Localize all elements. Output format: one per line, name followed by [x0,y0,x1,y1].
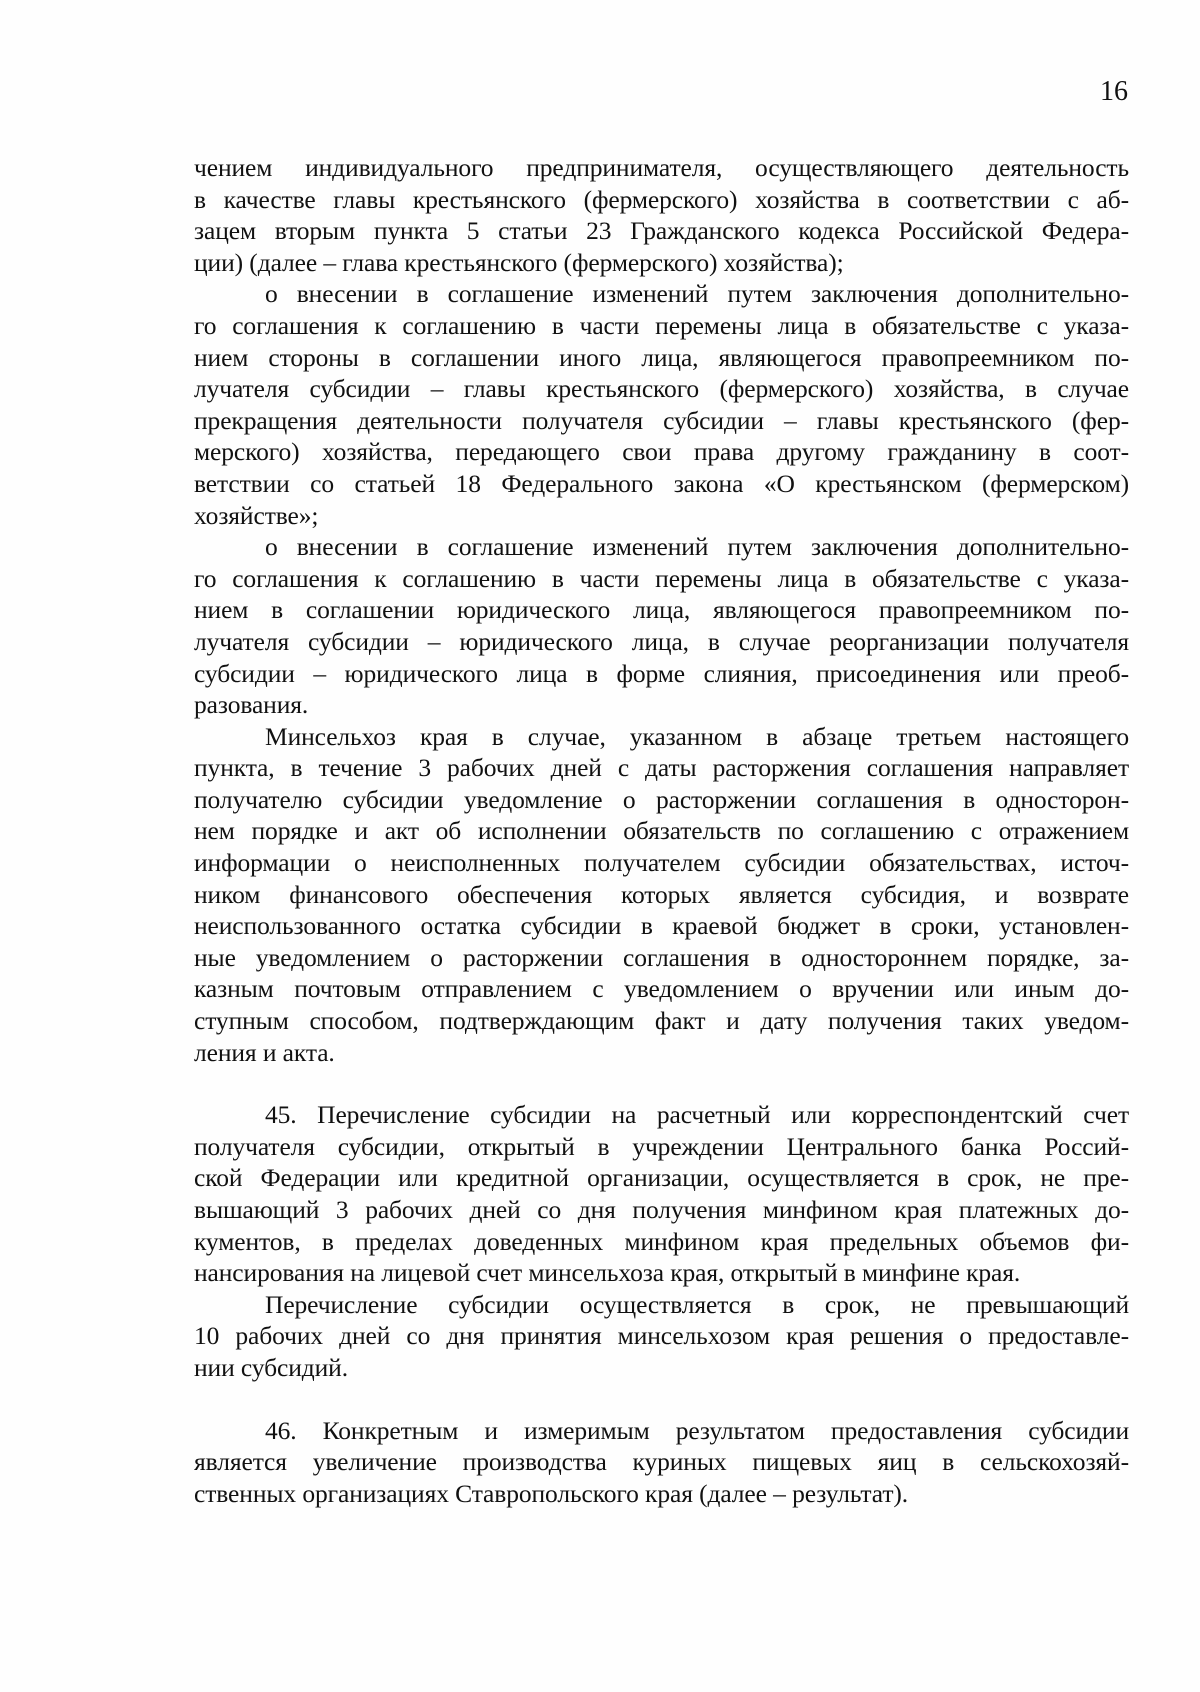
text-line: информации о неисполненных получателем субсидии обязательствах, источ- [194,848,1129,878]
paragraph-continuation [194,152,1129,278]
text-line: вышающий 3 рабочих дней со дня получения минфином края платежных до- [194,1195,1129,1224]
text-line: Минсельхоз края в случае, указанном в абзаце третьем настоящего [265,721,1129,751]
text-line: нием стороны в соглашении иного лица, являющегося правопреемником по- [194,342,1129,372]
text-line: прекращения деятельности получателя субсидии – главы крестьянского (фер- [194,405,1129,435]
text-line: ные уведомлением о расторжении соглашения в одностороннем порядке, за- [194,942,1129,972]
paragraph-ministry-notice [194,721,1129,1069]
text-line: о внесении в соглашение изменений путем заключения дополнительно- [265,532,1129,562]
text-line: разования. [194,690,309,720]
document-body [194,152,1129,1509]
text-line: зацем вторым пункта 5 статьи 23 Гражданского кодекса Российской Федера- [194,216,1129,246]
text-line: мерского) хозяйства, передающего свои права другому гражданину в соот- [194,437,1129,467]
text-line: субсидии – юридического лица в форме слияния, присоединения или преоб- [194,658,1129,688]
text-line: го соглашения к соглашению в части перемены лица в обязательстве с указа- [194,310,1129,340]
paragraph-amendment-farm [194,278,1129,531]
paragraph-transfer-term [194,1289,1129,1384]
text-line: кументов, в пределах доведенных минфином края предельных объемов фи- [194,1226,1129,1256]
text-line: неиспользованного остатка субсидии в краевой бюджет в сроки, установлен- [194,911,1129,941]
text-line: 10 рабочих дней со дня принятия минсельхозом края решения о предоставле- [194,1321,1129,1351]
text-line: чением индивидуального предпринимателя, осуществляющего деятельность [194,153,1129,182]
text-line: 46. Конкретным и измеримым результатом предоставления субсидии [265,1415,1129,1445]
paragraph-item-45 [194,1099,1129,1289]
text-line: в качестве главы крестьянского (фермерского) хозяйства в соответствии с аб- [194,184,1129,214]
page-number: 16 [1100,76,1128,107]
text-line: ственных организациях Ставропольского края (далее – результат). [194,1478,909,1508]
text-line: нием в соглашении юридического лица, являющегося правопреемником по- [194,595,1129,625]
text-line: нансирования на лицевой счет минсельхоза края, открытый в минфине края. [194,1258,1021,1288]
text-line: о внесении в соглашение изменений путем заключения дополнительно- [265,279,1129,309]
text-line: 45. Перечисление субсидии на расчетный или корреспондентский счет [265,1100,1129,1130]
text-line: ветствии со статьей 18 Федерального закона «О крестьянском (фермерском) [194,468,1129,498]
text-line: хозяйстве»; [194,500,319,530]
text-line: казным почтовым отправлением с уведомлением о вручении или иным до- [194,974,1129,1004]
text-line: нии субсидий. [194,1352,348,1382]
paragraph-item-46 [194,1415,1129,1510]
text-line: нем порядке и акт об исполнении обязательств по соглашению с отражением [194,816,1129,846]
text-line: является увеличение производства куриных пищевых яиц в сельскохозяй- [194,1447,1129,1477]
text-line: ником финансового обеспечения которых является субсидия, и возврате [194,879,1129,909]
text-line: лучателя субсидии – главы крестьянского (фермерского) хозяйства, в случае [194,374,1129,404]
text-line: ской Федерации или кредитной организации, осуществляется в срок, не пре- [194,1163,1129,1193]
text-line: го соглашения к соглашению в части перемены лица в обязательстве с указа- [194,563,1129,593]
text-line: Перечисление субсидии осуществляется в срок, не превышающий [265,1289,1129,1319]
text-line: ции) (далее – глава крестьянского (фермерского) хозяйства); [194,247,844,277]
paragraph-amendment-legal-entity [194,531,1129,721]
text-line: ления и акта. [194,1037,335,1067]
text-line: лучателя субсидии – юридического лица, в случае реорганизации получателя [194,626,1129,656]
text-line: пункта, в течение 3 рабочих дней с даты расторжения соглашения направляет [194,753,1129,783]
text-line: получателя субсидии, открытый в учреждении Центрального банка Россий- [194,1131,1129,1161]
text-line: ступным способом, подтверждающим факт и дату получения таких уведом- [194,1006,1129,1036]
text-line: получателю субсидии уведомление о расторжении соглашения в односторон- [194,784,1129,814]
